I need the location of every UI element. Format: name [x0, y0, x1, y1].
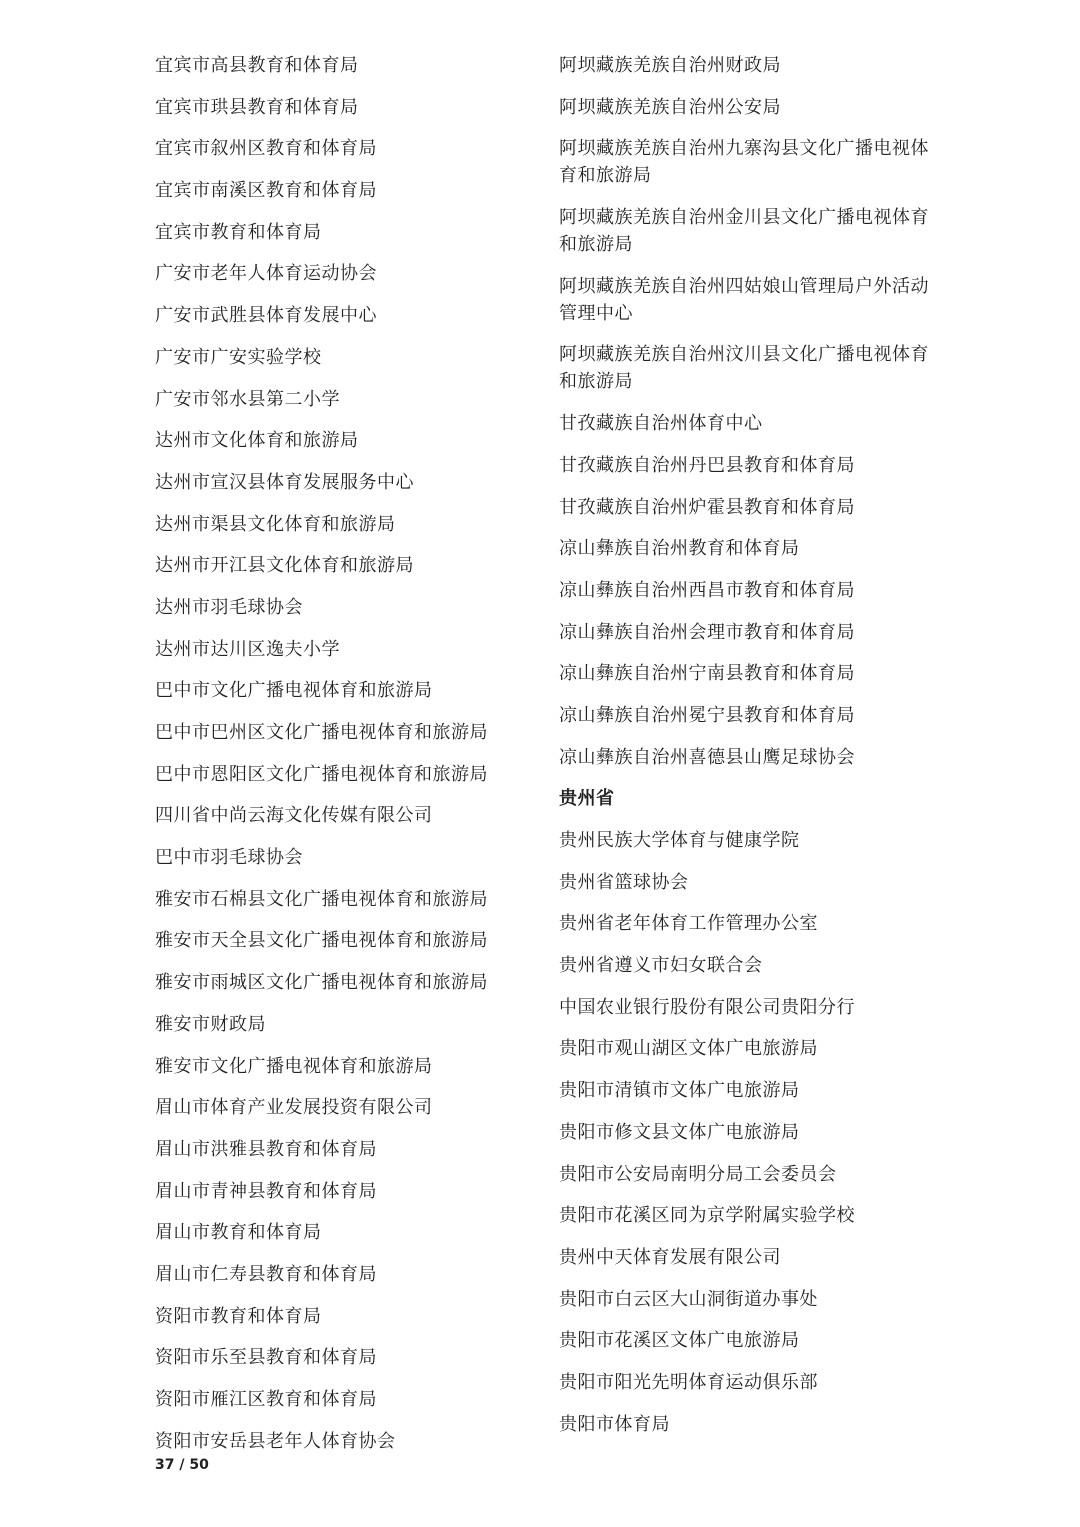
- right-column: [559, 52, 939, 1452]
- list-item: 眉山市青神县教育和体育局: [155, 1180, 377, 1202]
- list-item: 阿坝藏族羌族自治州公安局: [559, 96, 781, 118]
- list-item: 宜宾市南溪区教育和体育局: [155, 180, 377, 202]
- list-item: 甘孜藏族自治州体育中心: [559, 413, 763, 435]
- list-item: 宜宾市教育和体育局: [155, 221, 322, 243]
- list-item: 资阳市教育和体育局: [155, 1305, 322, 1327]
- list-item: 资阳市雁江区教育和体育局: [155, 1389, 377, 1410]
- list-item: 广安市广安实验学校: [155, 346, 322, 368]
- list-item: 广安市老年人体育运动协会: [155, 263, 377, 285]
- list-item: 贵阳市体育局: [559, 1413, 670, 1435]
- list-item: 贵阳市公安局南明分局工会委员会: [559, 1163, 837, 1185]
- list-item: 雅安市雨城区文化广播电视体育和旅游局: [155, 972, 488, 994]
- list-item: 贵州省篮球协会: [559, 871, 689, 893]
- list-item: 甘孜藏族自治州炉霍县教育和体育局: [559, 496, 855, 518]
- list-item: 阿坝藏族羌族自治州九寨沟县文化广播电视体育和旅游局: [559, 138, 929, 187]
- list-item: 巴中市羽毛球协会: [155, 847, 303, 869]
- list-item: 达州市达川区逸夫小学: [155, 638, 340, 660]
- list-item: 贵州省遵义市妇女联合会: [559, 955, 763, 977]
- list-item: 贵阳市修文县文体广电旅游局: [559, 1121, 800, 1143]
- list-item: 眉山市仁寿县教育和体育局: [155, 1263, 377, 1285]
- list-item: 凉山彝族自治州会理市教育和体育局: [559, 621, 855, 643]
- list-item: 凉山彝族自治州教育和体育局: [559, 538, 800, 560]
- list-item: 巴中市恩阳区文化广播电视体育和旅游局: [155, 763, 488, 785]
- list-item: 宜宾市珙县教育和体育局: [155, 96, 359, 118]
- list-item: 贵阳市白云区大山洞街道办事处: [559, 1288, 818, 1310]
- list-item: 宜宾市高县教育和体育局: [155, 55, 359, 76]
- list-item: 眉山市洪雅县教育和体育局: [155, 1138, 377, 1160]
- list-item: 四川省中尚云海文化传媒有限公司: [155, 805, 433, 827]
- list-item: 贵阳市清镇市文体广电旅游局: [559, 1080, 800, 1102]
- list-item: 巴中市文化广播电视体育和旅游局: [155, 680, 433, 702]
- left-column: [155, 52, 535, 1469]
- list-item: 凉山彝族自治州宁南县教育和体育局: [559, 663, 855, 685]
- page-number: 37 / 50: [155, 1457, 209, 1473]
- list-item: 达州市渠县文化体育和旅游局: [155, 513, 396, 535]
- list-item: 贵阳市阳光先明体育运动俱乐部: [559, 1371, 818, 1393]
- list-item: 贵州民族大学体育与健康学院: [559, 830, 800, 851]
- list-item: 贵阳市观山湖区文体广电旅游局: [559, 1038, 818, 1060]
- list-item: 阿坝藏族羌族自治州汶川县文化广播电视体育和旅游局: [559, 344, 929, 393]
- list-item: 雅安市财政局: [155, 1013, 266, 1035]
- list-item: 凉山彝族自治州喜德县山鹰足球协会: [559, 746, 855, 768]
- province-heading: 贵州省: [559, 788, 615, 810]
- list-item: 阿坝藏族羌族自治州财政局: [559, 55, 781, 76]
- list-item: 阿坝藏族羌族自治州金川县文化广播电视体育和旅游局: [559, 207, 929, 256]
- list-item: 广安市邻水县第二小学: [155, 388, 340, 410]
- list-item: 雅安市石棉县文化广播电视体育和旅游局: [155, 888, 488, 910]
- list-item: 眉山市体育产业发展投资有限公司: [155, 1097, 433, 1119]
- list-item: 凉山彝族自治州西昌市教育和体育局: [559, 579, 855, 601]
- list-item: 阿坝藏族羌族自治州四姑娘山管理局户外活动管理中心: [559, 275, 929, 324]
- list-item: 达州市文化体育和旅游局: [155, 430, 359, 452]
- list-item: 贵阳市花溪区同为京学附属实验学校: [559, 1205, 855, 1227]
- list-item: 贵州中天体育发展有限公司: [559, 1246, 781, 1268]
- list-item: 宜宾市叙州区教育和体育局: [155, 138, 377, 160]
- list-item: 资阳市乐至县教育和体育局: [155, 1347, 377, 1369]
- list-item: 达州市宣汉县体育发展服务中心: [155, 471, 414, 493]
- list-item: 资阳市安岳县老年人体育协会: [155, 1430, 396, 1452]
- list-item: 雅安市文化广播电视体育和旅游局: [155, 1055, 433, 1077]
- list-item: 眉山市教育和体育局: [155, 1222, 322, 1244]
- list-item: 贵州省老年体育工作管理办公室: [559, 913, 818, 935]
- list-item: 巴中市巴州区文化广播电视体育和旅游局: [155, 722, 488, 743]
- list-item: 贵阳市花溪区文体广电旅游局: [559, 1330, 800, 1352]
- list-item: 广安市武胜县体育发展中心: [155, 305, 377, 327]
- list-item: 甘孜藏族自治州丹巴县教育和体育局: [559, 454, 855, 476]
- list-item: 达州市羽毛球协会: [155, 596, 303, 618]
- list-item: 达州市开江县文化体育和旅游局: [155, 555, 414, 577]
- list-item: 凉山彝族自治州冕宁县教育和体育局: [559, 704, 855, 726]
- list-item: 中国农业银行股份有限公司贵阳分行: [559, 996, 855, 1018]
- list-item: 雅安市天全县文化广播电视体育和旅游局: [155, 930, 488, 952]
